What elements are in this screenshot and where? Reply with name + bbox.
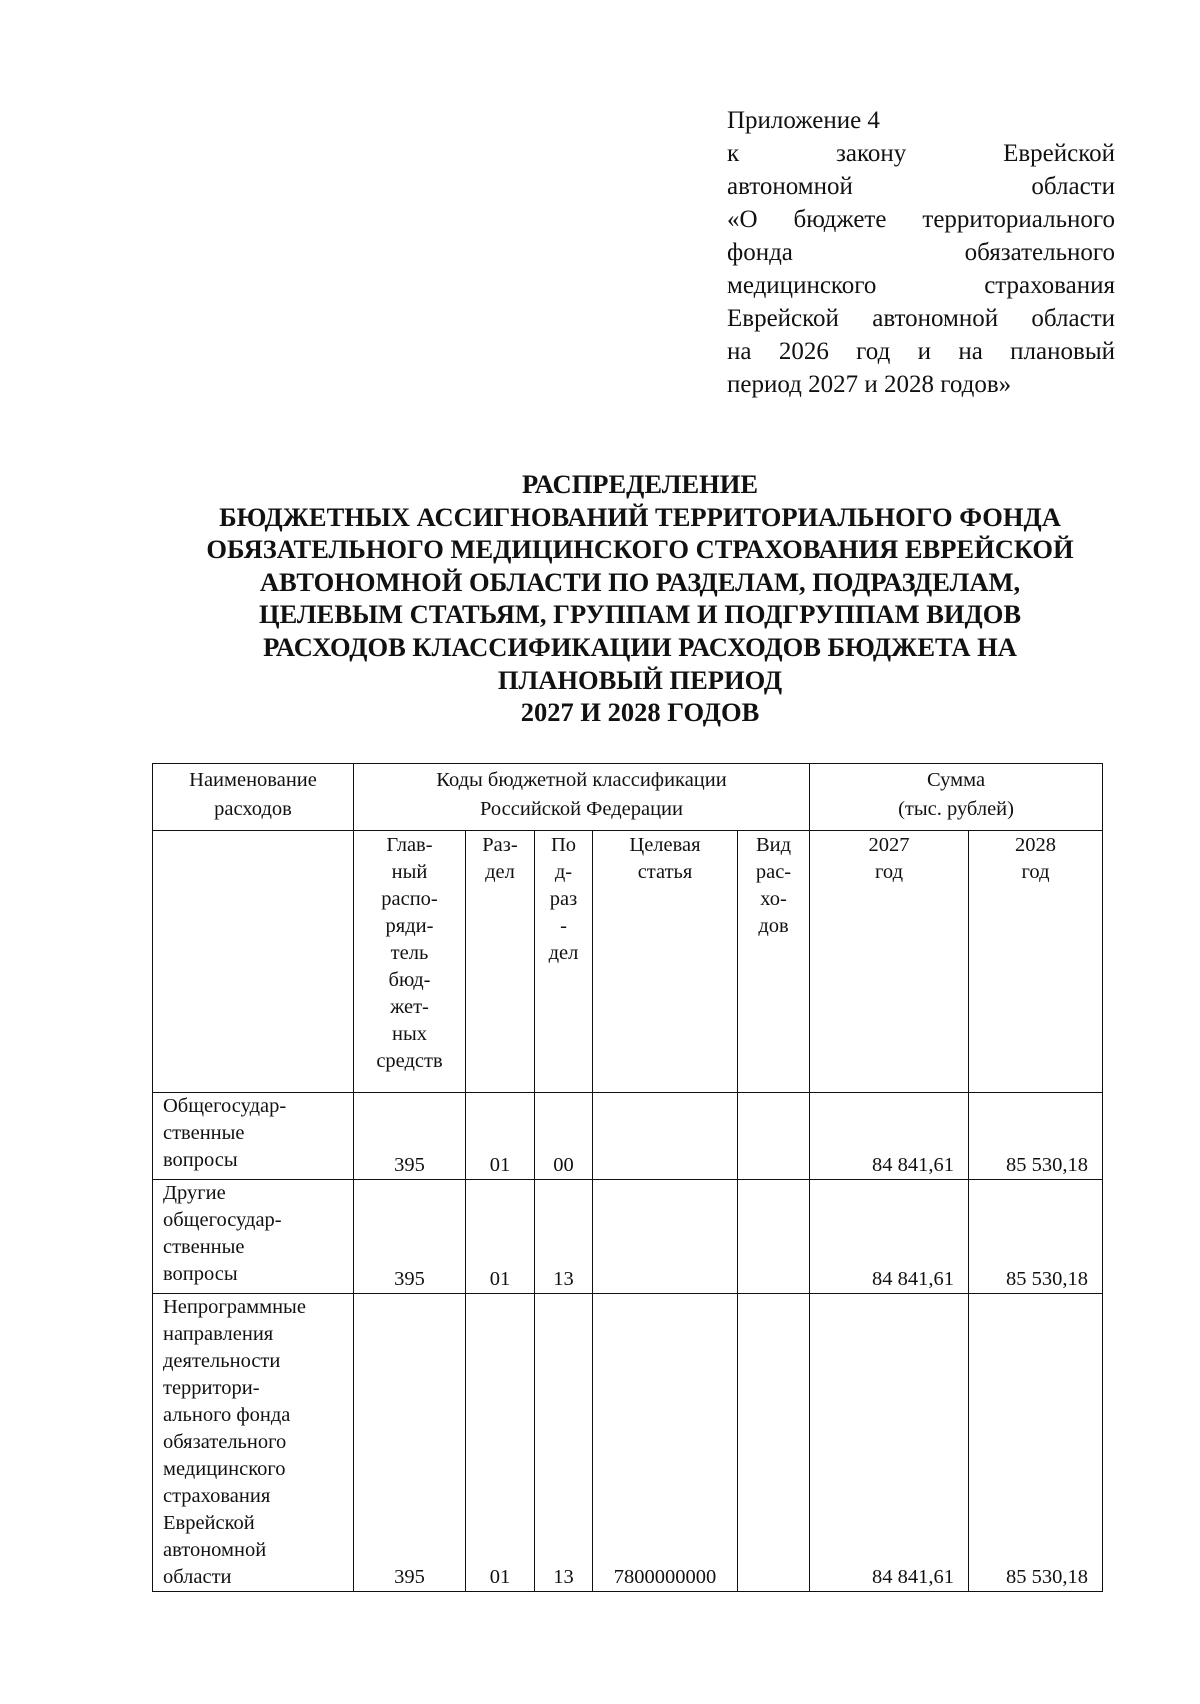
title-line: ОБЯЗАТЕЛЬНОГО МЕДИЦИНСКОГО СТРАХОВАНИЯ ЕВРЕЙСКОЙ [206, 534, 1074, 565]
row-2028: 85 530,18 [969, 1093, 1103, 1180]
row-vid [738, 1180, 810, 1294]
row-podrazdel: 13 [535, 1294, 593, 1592]
row-vid [738, 1294, 810, 1592]
subheader-celevaya: Целевая статья [593, 831, 738, 1093]
row-name: Непрограммные направления деятельности территори- ального фонда обязательного медицинского страхования Еврейской автономной области [153, 1294, 354, 1592]
appendix-line: Еврейской автономной области [727, 305, 1115, 332]
table-subheader-row [153, 831, 1103, 1093]
subheader-podrazdel: По д- раз - дел [535, 831, 593, 1093]
row-razdel: 01 [466, 1093, 535, 1180]
row-name: Другие общегосудар- ственные вопросы [153, 1180, 354, 1294]
subheader-glav: Глав- ный распо- ряди- тель бюд- жет- ных средств [354, 831, 466, 1093]
row-glav: 395 [354, 1294, 466, 1592]
table-header-row [153, 764, 1103, 831]
appendix-line: фонда обязательного [727, 239, 1115, 266]
row-glav: 395 [354, 1093, 466, 1180]
row-podrazdel: 13 [535, 1180, 593, 1294]
title-line: ЦЕЛЕВЫМ СТАТЬЯМ, ГРУППАМ И ПОДГРУППАМ ВИДОВ [258, 599, 1022, 630]
appendix-line: период 2027 и 2028 годов» [727, 371, 1012, 398]
title-line: АВТОНОМНОЙ ОБЛАСТИ ПО РАЗДЕЛАМ, ПОДРАЗДЕЛАМ, [259, 566, 1021, 597]
header-codes: Коды бюджетной классификации Российской Федерации [354, 764, 810, 831]
header-name: Наименование расходов [153, 764, 354, 831]
appendix-note [727, 104, 1115, 401]
row-2027: 84 841,61 [810, 1093, 969, 1180]
subheader-2028: 2028 год [969, 831, 1103, 1093]
appendix-line: на 2026 год и на плановый [727, 338, 1115, 365]
row-celevaya: 7800000000 [593, 1294, 738, 1592]
row-razdel: 01 [466, 1180, 535, 1294]
row-2027: 84 841,61 [810, 1180, 969, 1294]
subheader-2027: 2027 год [810, 831, 969, 1093]
title-line: РАСПРЕДЕЛЕНИЕ [521, 469, 759, 499]
title-line: ПЛАНОВЫЙ ПЕРИОД [497, 664, 783, 695]
title-line: 2027 И 2028 ГОДОВ [520, 697, 760, 728]
row-razdel: 01 [466, 1294, 535, 1592]
header-sum: Сумма (тыс. рублей) [810, 764, 1103, 831]
table-row [153, 1180, 1103, 1294]
row-name: Общегосудар- ственные вопросы [153, 1093, 354, 1180]
document-title [140, 468, 1140, 729]
title-line: БЮДЖЕТНЫХ АССИГНОВАНИЙ ТЕРРИТОРИАЛЬНОГО ФОНДА [219, 501, 1061, 532]
row-vid [738, 1093, 810, 1180]
table-row [153, 1093, 1103, 1180]
row-celevaya [593, 1093, 738, 1180]
appendix-line: медицинского страхования [727, 272, 1115, 299]
table-row [153, 1294, 1103, 1592]
subheader-vid: Вид рас- хо- дов [738, 831, 810, 1093]
row-2027: 84 841,61 [810, 1294, 969, 1592]
row-2028: 85 530,18 [969, 1180, 1103, 1294]
row-celevaya [593, 1180, 738, 1294]
subheader-razdel: Раз- дел [466, 831, 535, 1093]
appendix-line: автономной области [727, 173, 1115, 200]
subheader-empty [153, 831, 354, 1093]
appendix-line: Приложение 4 [727, 107, 880, 134]
appendix-line: «О бюджете территориального [727, 206, 1115, 233]
row-glav: 395 [354, 1180, 466, 1294]
appendix-line: к закону Еврейской [727, 140, 1115, 167]
budget-table [152, 763, 1103, 1592]
title-line: РАСХОДОВ КЛАССИФИКАЦИИ РАСХОДОВ БЮДЖЕТА НА [263, 631, 1017, 662]
row-2028: 85 530,18 [969, 1294, 1103, 1592]
row-podrazdel: 00 [535, 1093, 593, 1180]
